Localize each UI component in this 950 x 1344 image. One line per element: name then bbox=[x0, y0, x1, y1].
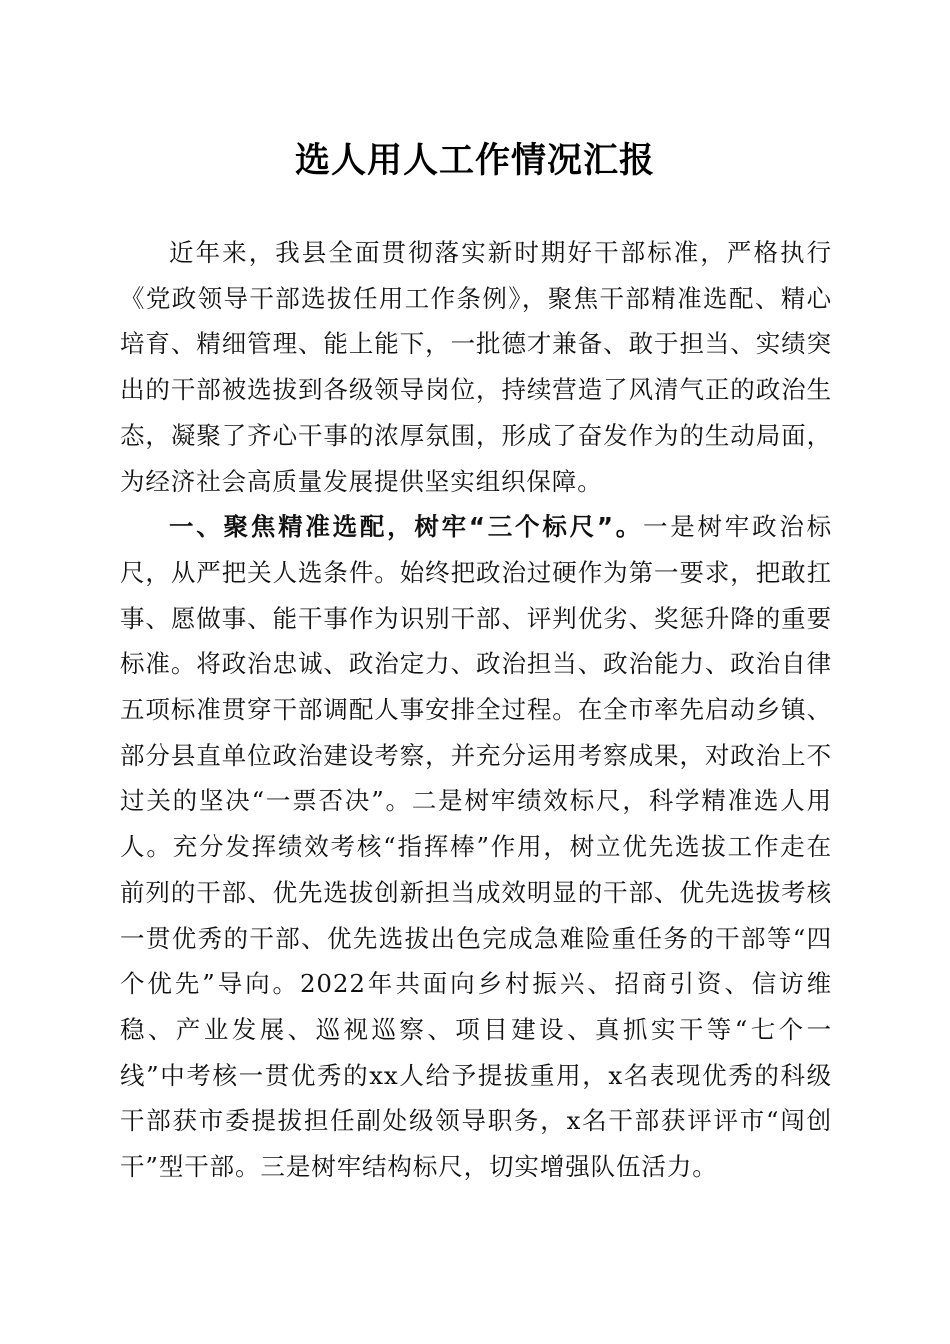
section-1-body: 一是树牢政治标尺，从严把关人选条件。始终把政治过硬作为第一要求，把敢扛事、愿做事、能干事作为识别干部、评判优劣、奖惩升降的重要标准。将政治忠诚、政治定力、政治担当、政治能力、政治自律五项标准贯穿干部调配人事安排全过程。在全市率先启动乡镇、部分县直单位政治建设考察，并充分运用考察成果，对政治上不过关的坚决“一票否决”。二是树牢绩效标尺，科学精准选人用人。充分发挥绩效考核“指挥棒”作用，树立优先选拔工作走在前列的干部、优先选拔创新担当成效明显的干部、优先选拔考核一贯优秀的干部、优先选拔出色完成急难险重任务的干部等“四个优先”导向。2022年共面向乡村振兴、招商引资、信访维稳、产业发展、巡视巡察、项目建设、真抓实干等“七个一线”中考核一贯优秀的xx人给予提拔重用，x名表现优秀的科级干部获市委提拔担任副处级领导职务，x名干部获评评市“闯创干”型干部。三是树牢结构标尺，切实增强队伍活力。 bbox=[120, 512, 832, 1182]
section-1-paragraph bbox=[120, 504, 832, 1190]
section-1-heading: 一、聚焦精准选配，树牢“三个标尺”。 bbox=[169, 512, 643, 542]
document-body bbox=[120, 230, 832, 1190]
intro-paragraph: 近年来，我县全面贯彻落实新时期好干部标准，严格执行《党政领导干部选拔任用工作条例》，聚焦干部精准选配、精心培育、精细管理、能上能下，一批德才兼备、敢于担当、实绩突出的干部被选拔到各级领导岗位，持续营造了风清气正的政治生态，凝聚了齐心干事的浓厚氛围，形成了奋发作为的生动局面，为经济社会高质量发展提供坚实组织保障。 bbox=[120, 238, 832, 496]
document-title: 选人用人工作情况汇报 bbox=[294, 140, 655, 181]
